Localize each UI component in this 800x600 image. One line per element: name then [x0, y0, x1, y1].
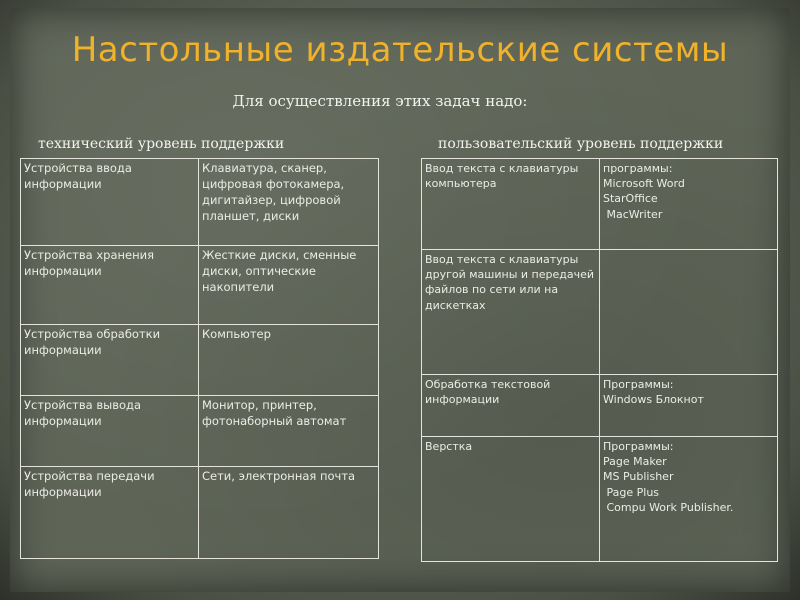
software-cell	[600, 250, 778, 375]
table-row	[21, 246, 379, 325]
right-column-heading: пользовательский уровень поддержки	[438, 136, 724, 152]
device-examples-cell: Жесткие диски, сменные диски, оптические накопители	[199, 246, 379, 325]
task-cell: Ввод текста с клавиатуры компьютера	[422, 159, 600, 250]
device-examples-cell: Монитор, принтер, фотонаборный автомат	[199, 396, 379, 467]
table-row	[21, 467, 379, 559]
technical-support-table	[20, 158, 379, 559]
table-row	[21, 159, 379, 246]
user-support-table	[421, 158, 778, 562]
task-cell: Обработка текстовой информации	[422, 375, 600, 437]
table-row	[422, 250, 778, 375]
left-column-heading: технический уровень поддержки	[38, 136, 285, 152]
device-type-cell: Устройства вывода информации	[21, 396, 199, 467]
software-cell: программы: Microsoft Word StarOffice MacWriter	[600, 159, 778, 250]
task-cell: Верстка	[422, 437, 600, 562]
table-row	[422, 159, 778, 250]
device-type-cell: Устройства хранения информации	[21, 246, 199, 325]
slide-subtitle: Для осуществления этих задач надо:	[232, 92, 528, 110]
table-row	[21, 325, 379, 396]
software-cell: Программы: Page Maker MS Publisher Page Plus Compu Work Publisher.	[600, 437, 778, 562]
device-examples-cell: Компьютер	[199, 325, 379, 396]
task-cell: Ввод текста с клавиатуры другой машины и передачей файлов по сети или на дискетках	[422, 250, 600, 375]
device-type-cell: Устройства обработки информации	[21, 325, 199, 396]
slide-title: Настольные издательские системы	[71, 30, 729, 70]
device-type-cell: Устройства передачи информации	[21, 467, 199, 559]
table-row	[21, 396, 379, 467]
device-examples-cell: Сети, электронная почта	[199, 467, 379, 559]
device-type-cell: Устройства ввода информации	[21, 159, 199, 246]
table-row	[422, 375, 778, 437]
software-cell: Программы: Windows Блокнот	[600, 375, 778, 437]
table-row	[422, 437, 778, 562]
device-examples-cell: Клавиатура, сканер, цифровая фотокамера, дигитайзер, цифровой планшет, диски	[199, 159, 379, 246]
